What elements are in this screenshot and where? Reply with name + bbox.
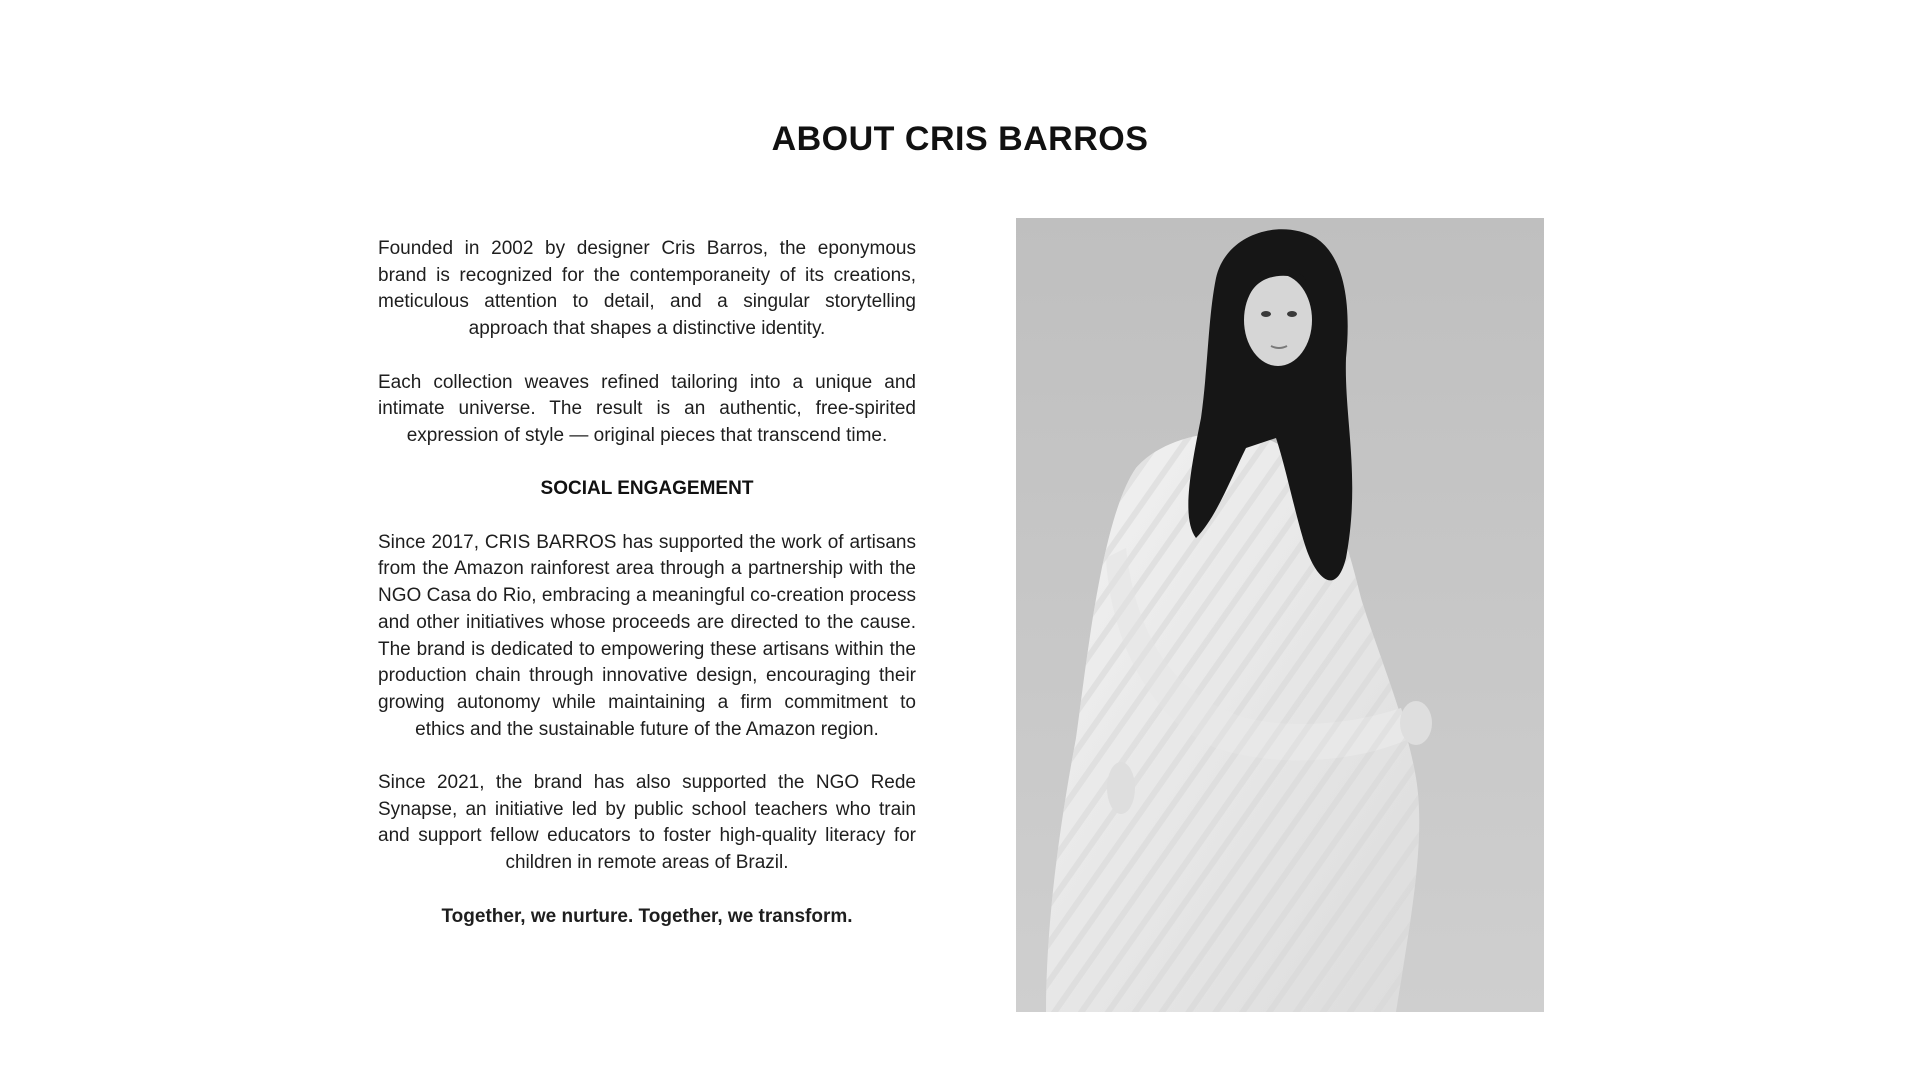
social-paragraph-synapse: Since 2021, the brand has also supported the NGO Rede Synapse, an initiative led by public school teachers who train and support fellow educators to foster high-quality literacy for children in remote areas of Brazil. xyxy=(378,772,916,874)
about-paragraph-intro: Founded in 2002 by designer Cris Barros, the eponymous brand is recognized for the contemporaneity of its creations, meticulous attention to detail, and a singular storytelling approach that shapes a distinctive identity. xyxy=(378,238,916,340)
about-paragraph-collection: Each collection weaves refined tailoring into a unique and intimate universe. The result is an authentic, free-spirited expression of style — original pieces that transcend time. xyxy=(378,371,916,446)
about-text-column xyxy=(378,236,916,930)
page-title: ABOUT CRIS BARROS xyxy=(771,120,1149,158)
designer-portrait xyxy=(1016,218,1544,1012)
social-engagement-heading: SOCIAL ENGAGEMENT xyxy=(540,478,754,500)
social-paragraph-amazon: Since 2017, CRIS BARROS has supported the work of artisans from the Amazon rainforest area through a partnership with the NGO Casa do Rio, embracing a meaningful co-creation process and other initiatives whose proceeds are directed to the cause. The brand is dedicated to empowering these artisans within the production chain through innovative design, encouraging their growing autonomy while maintaining a firm commitment to ethics and the sustainable future of the Amazon region. xyxy=(378,531,916,740)
closing-statement: Together, we nurture. Together, we transform. xyxy=(441,905,853,927)
